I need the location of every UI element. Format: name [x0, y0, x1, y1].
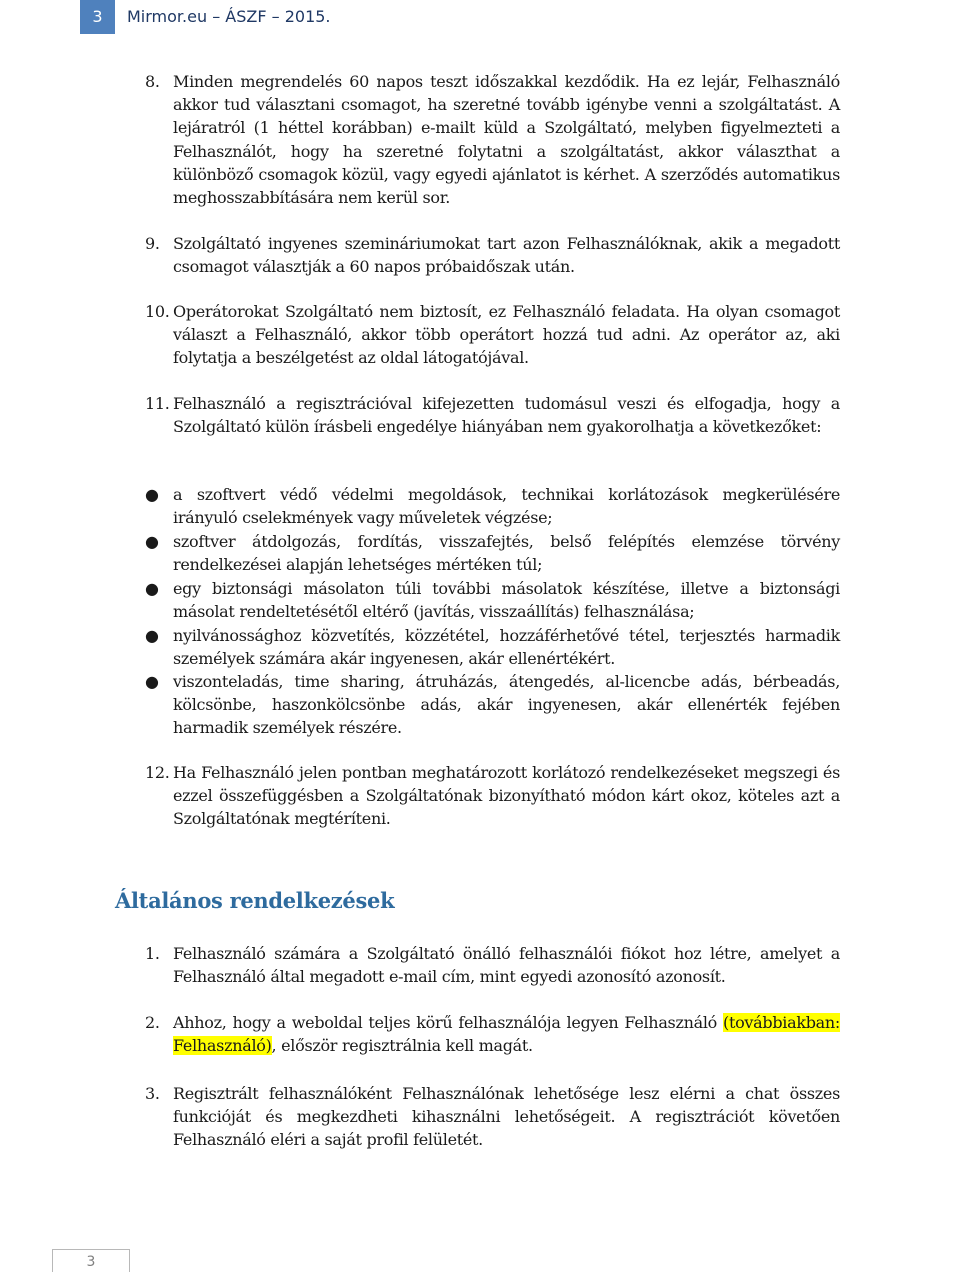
item-number: 2. — [145, 1013, 160, 1032]
item-number: 8. — [145, 72, 160, 91]
header-page-number: 3 — [80, 0, 115, 34]
item-number: 10. — [145, 302, 170, 321]
item-text: Minden megrendelés 60 napos teszt időszakkal kezdődik. Ha ez lejár, Felhasználó akkor tud választani csomagot, ha szeretné tovább igénybe venni a szolgáltatást. A lejáratról (1 héttel korábban) e-mailt küld a Szolgáltató, melyben figyelmezteti a Felhasználót, hogy ha szeretné folytatni a szolgáltatást, akkor választhat a különböző csomagok közül, vagy egyedi ajánlatot is kérhet. A szerződés automatikus meghosszabbítására nem kerül sor. — [173, 72, 840, 208]
bullet-text: viszonteladás, time sharing, átruházás, átengedés, al-licencbe adás, bérbeadás, kölcsönbe, haszonkölcsönbe adás, akár ingyenesen, akár ellenérték fejében harmadik személyek részére. — [173, 672, 840, 738]
header-title: Mirmor.eu – ÁSZF – 2015. — [127, 7, 331, 26]
bullet-text: egy biztonsági másolaton túli további másolatok készítése, illetve a biztonsági másolat rendeltetésétől eltérő (javítás, visszaállítás) felhasználása; — [173, 579, 840, 622]
bullet-icon: ● — [145, 532, 159, 551]
bullet-icon: ● — [145, 579, 159, 598]
bullet-text: nyilvánossághoz közvetítés, közzététel, hozzáférhetővé tétel, terjesztés harmadik személyek számára akár ingyenesen, akár ellenértékért. — [173, 626, 840, 669]
page-header — [80, 0, 960, 34]
item-text: Regisztrált felhasználóként Felhasználónak lehetősége lesz elérni a chat összes funkcióját és megkezdheti kihasználni lehetőségeit. A regisztrációt követően Felhasználó eléri a saját profil felületét. — [173, 1084, 840, 1150]
bullet-icon: ● — [145, 672, 159, 691]
item-text: Felhasználó a regisztrációval kifejezetten tudomásul veszi és elfogadja, hogy a Szolgáltató külön írásbeli engedélye hiányában nem gyakorolhatja a következőket: — [173, 394, 840, 437]
item-text: Ha Felhasználó jelen pontban meghatározott korlátozó rendelkezéseket megszegi és ezzel összefüggésben a Szolgáltatónak bizonyítható módon kárt okoz, köteles azt a Szolgáltatónak megtéríteni. — [173, 763, 840, 829]
footer-page-number: 3 — [52, 1249, 130, 1272]
highlighted-text: (továbbiakban: Felhasználó) — [173, 1013, 840, 1056]
item-text: Felhasználó számára a Szolgáltató önálló felhasználói fiókot hoz létre, amelyet a Felhasználó által megadott e-mail cím, mint egyedi azonosító azonosít. — [173, 944, 840, 987]
item-number: 12. — [145, 763, 170, 782]
item-number: 11. — [145, 394, 170, 413]
item-text: Szolgáltató ingyenes szemináriumokat tart azon Felhasználóknak, akik a megadott csomagot választják a 60 napos próbaidőszak után. — [173, 234, 840, 277]
section-heading: Általános rendelkezések — [115, 888, 395, 913]
item-number: 3. — [145, 1084, 160, 1103]
item-text-before: Ahhoz, hogy a weboldal teljes körű felhasználója legyen Felhasználó — [173, 1013, 723, 1032]
bullet-text: a szoftvert védő védelmi megoldások, technikai korlátozások megkerülésére irányuló cselekmények vagy műveletek végzése; — [173, 485, 840, 528]
item-number: 9. — [145, 234, 160, 253]
bullet-text: szoftver átdolgozás, fordítás, visszafejtés, belső felépítés elemzése törvény rendelkezései alapján lehetséges mértéken túl; — [173, 532, 840, 575]
item-text — [173, 1011, 840, 1057]
bullet-icon: ● — [145, 626, 159, 645]
item-number: 1. — [145, 944, 160, 963]
item-text-after: , először regisztrálnia kell magát. — [271, 1036, 533, 1056]
item-text: Operátorokat Szolgáltató nem biztosít, ez Felhasználó feladata. Ha olyan csomagot választ a Felhasználó, akkor több operátort hozzá tud adni. Az operátor az, aki folytatja a beszélgetést az oldal látogatójával. — [173, 302, 840, 368]
bullet-icon: ● — [145, 485, 159, 504]
